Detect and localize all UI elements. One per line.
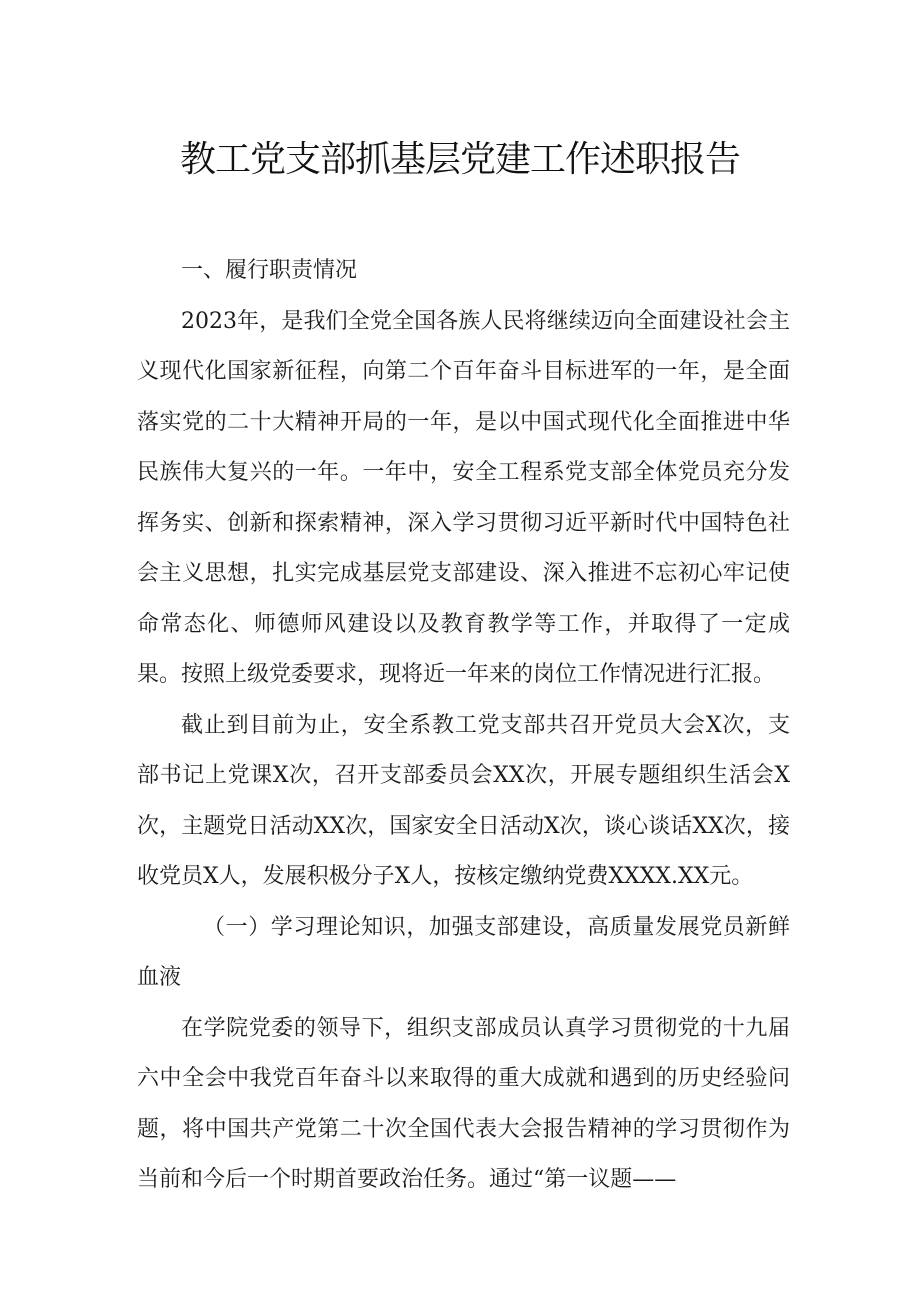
paragraph: 截止到目前为止，安全系教工党支部共召开党员大会X次，支部书记上党课X次，召开支部委员会XX次，开展专题组织生活会X次，主题党日活动XX次，国家安全日活动X次，谈心谈话XX次，接收党员X人，发展积极分子X人，按核定缴纳党费XXXX.XX元。 xyxy=(137,712,790,889)
section-heading: 一、履行职责情况 xyxy=(181,258,358,283)
paragraph: 2023年，是我们全党全国各族人民将继续迈向全面建设社会主义现代化国家新征程，向第二个百年奋斗目标进军的一年，是全面落实党的二十大精神开局的一年，是以中国式现代化全面推进中华民族伟大复兴的一年。一年中，安全工程系党支部全体党员充分发挥务实、创新和探索精神，深入学习贯彻习近平新时代中国特色社会主义思想，扎实完成基层党支部建设、深入推进不忘初心牢记使命常态化、师德师风建设以及教育教学等工作，并取得了一定成果。按照上级党委要求，现将近一年来的岗位工作情况进行汇报。 xyxy=(137,308,790,687)
subsection-heading: （一）学习理论知识，加强支部建设，高质量发展党员新鲜血液 xyxy=(137,914,790,990)
document-title: 教工党支部抓基层党建工作述职报告 xyxy=(179,139,740,180)
paragraph: 在学院党委的领导下，组织支部成员认真学习贯彻党的十九届六中全会中我党百年奋斗以来取得的重大成就和遇到的历史经验问题，将中国共产党第二十次全国代表大会报告精神的学习贯彻作为当前和今后一个时期首要政治任务。通过“第一议题—— xyxy=(137,1015,790,1192)
document-body xyxy=(137,246,790,1206)
